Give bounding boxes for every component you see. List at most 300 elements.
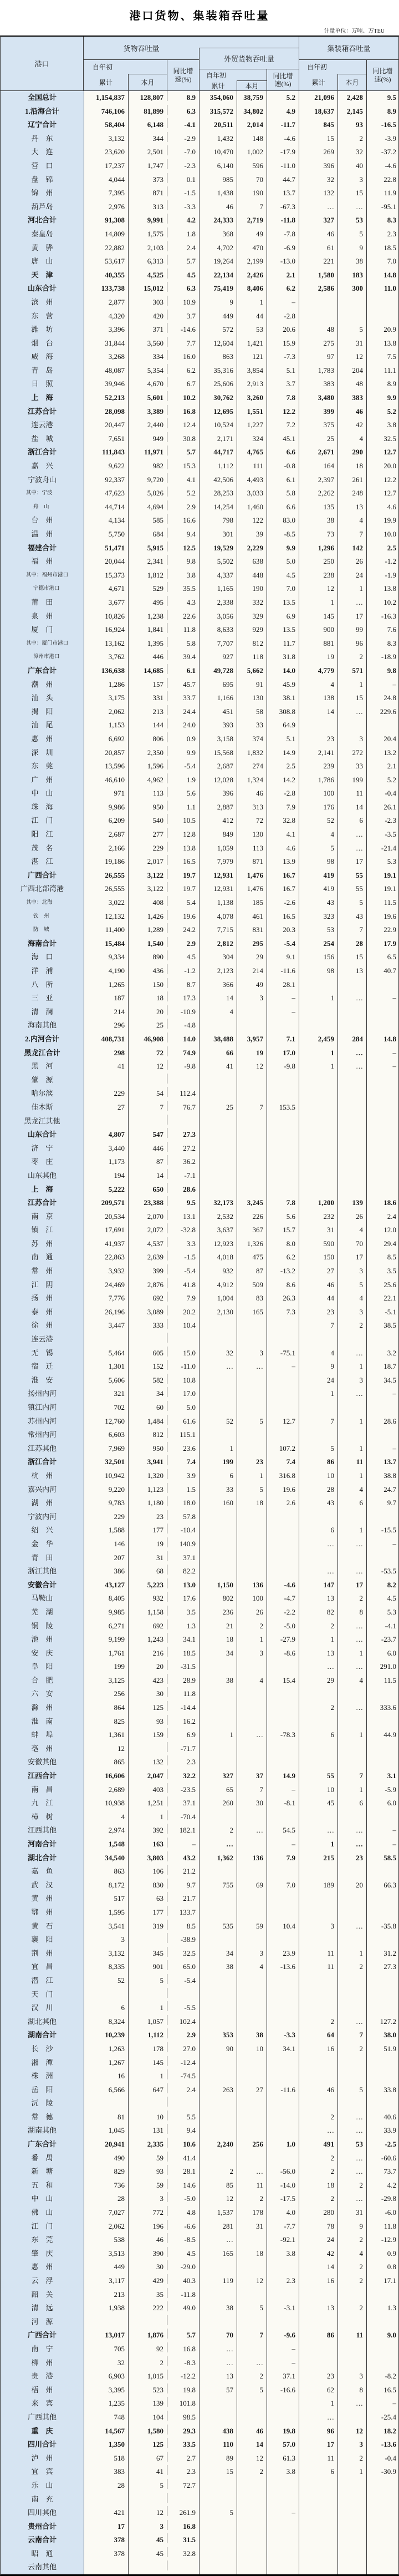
value-cell: 5.2 <box>167 487 199 497</box>
value-cell: 209,571 <box>84 1196 128 1210</box>
value-cell <box>366 1988 398 2002</box>
value-cell: 24 <box>337 569 366 583</box>
value-cell: 43 <box>299 1496 337 1510</box>
value-cell: 9.9 <box>267 541 299 555</box>
value-cell: 42 <box>299 2247 337 2261</box>
value-cell <box>337 1183 366 1197</box>
port-name: 盐 城 <box>1 432 84 446</box>
value-cell: … <box>299 200 337 214</box>
value-cell: 2 <box>337 2042 366 2056</box>
value-cell: 2.5 <box>267 760 299 773</box>
value-cell <box>337 2479 366 2493</box>
value-cell: -32.8 <box>167 1223 199 1233</box>
value-cell: … <box>337 1046 366 1060</box>
port-name: 烟 台 <box>1 337 84 351</box>
value-cell <box>237 1128 267 1142</box>
value-cell: 2,913 <box>237 377 267 391</box>
port-name: 云 浮 <box>1 2274 84 2288</box>
value-cell: 72 <box>128 1046 167 1060</box>
value-cell: 5,662 <box>237 664 267 678</box>
value-cell: 12 <box>128 2506 167 2520</box>
value-cell: 375 <box>299 418 337 432</box>
subheader-cargo-growth <box>167 60 199 90</box>
port-name: 长 沙 <box>1 2042 84 2056</box>
value-cell: 99 <box>337 623 366 637</box>
value-cell: 2.4 <box>167 2083 199 2093</box>
value-cell: 24,469 <box>84 1278 128 1292</box>
value-cell <box>237 2124 267 2138</box>
table-row <box>1 1401 398 1415</box>
port-name: 钦 州 <box>1 910 84 924</box>
value-cell: 11,971 <box>128 446 167 459</box>
value-cell: 133,738 <box>84 282 128 296</box>
value-cell: 9 <box>337 2220 366 2234</box>
value-cell: 49 <box>237 227 267 241</box>
port-name: 厦 门 <box>1 623 84 637</box>
port-name: 湖南其他 <box>1 2124 84 2138</box>
value-cell: 748 <box>84 2411 128 2425</box>
value-cell: 4.2 <box>167 214 199 224</box>
value-cell <box>267 1183 299 1197</box>
value-cell: -95.1 <box>366 200 398 214</box>
value-cell <box>299 2097 337 2111</box>
value-cell: 33 <box>237 718 267 732</box>
value-cell <box>199 1933 237 1947</box>
value-cell: 1,747 <box>128 159 167 173</box>
port-name: 锦 州 <box>1 186 84 200</box>
page-title: 港口货物、集装箱吞吐量 <box>129 10 270 22</box>
port-name: 江苏合计 <box>1 405 84 419</box>
value-cell <box>237 1974 267 1988</box>
value-cell <box>199 1865 237 1879</box>
port-name: 潜 江 <box>1 1974 84 1988</box>
value-cell: 6,313 <box>128 255 167 269</box>
value-cell: 20,941 <box>84 2138 128 2152</box>
table-row <box>1 1960 398 1974</box>
port-name: 梧 州 <box>1 2383 84 2397</box>
value-cell <box>128 2493 167 2507</box>
value-cell: 3 <box>84 1933 128 1947</box>
value-cell: 1,812 <box>128 569 167 583</box>
value-cell: 2 <box>337 1592 366 1606</box>
value-cell <box>299 1974 337 1988</box>
value-cell: 23 <box>299 2370 337 2383</box>
value-cell: 5 <box>337 896 366 910</box>
table-row <box>1 227 398 241</box>
value-cell: 927 <box>199 650 237 664</box>
value-cell <box>199 1142 237 1156</box>
value-cell: 6.5 <box>366 950 398 964</box>
port-name: 福 州 <box>1 555 84 569</box>
value-cell: 33.5 <box>167 2438 199 2448</box>
value-cell: -2.5 <box>366 2138 398 2152</box>
value-cell: 304 <box>199 950 237 964</box>
value-cell: -53.5 <box>366 1565 398 1578</box>
value-cell: 4,670 <box>128 377 167 391</box>
table-row <box>1 2247 398 2261</box>
value-cell: 4.2 <box>366 2179 398 2193</box>
value-cell: 8.7 <box>167 978 199 988</box>
table-row <box>1 1537 398 1551</box>
value-cell: 1,265 <box>84 978 128 992</box>
value-cell: 1,395 <box>128 637 167 651</box>
value-cell: 28.1 <box>167 2165 199 2175</box>
port-name: 佳木斯 <box>1 1101 84 1115</box>
value-cell: 26 <box>237 1606 267 1620</box>
value-cell: 2,887 <box>199 801 237 814</box>
port-name: 新 塘 <box>1 2165 84 2179</box>
value-cell: 3,932 <box>84 1264 128 1278</box>
value-cell: 19.1 <box>366 869 398 883</box>
value-cell: 54.5 <box>267 1824 299 1838</box>
port-name: 海南合计 <box>1 937 84 951</box>
value-cell <box>267 2001 299 2015</box>
value-cell: 1,243 <box>128 1633 167 1647</box>
value-cell: 3,125 <box>84 1674 128 1688</box>
value-cell <box>366 2288 398 2302</box>
port-name: 阜 阳 <box>1 1660 84 1674</box>
value-cell <box>237 1183 267 1197</box>
subheader-container-month: 本月 <box>337 74 366 90</box>
value-cell: 8.5 <box>167 1920 199 1930</box>
table-row <box>1 214 398 227</box>
value-cell: 165 <box>199 2247 237 2261</box>
value-cell: 229 <box>84 1087 128 1101</box>
table-row <box>1 2056 398 2070</box>
value-cell: … <box>299 1537 337 1551</box>
value-cell: 3,175 <box>84 691 128 705</box>
table-row <box>1 746 398 760</box>
value-cell: 5 <box>237 1415 267 1429</box>
value-cell: -23.5 <box>167 1783 199 1793</box>
value-cell: 136,638 <box>84 664 128 678</box>
value-cell: 132 <box>128 1755 167 1769</box>
value-cell: 6 <box>299 1524 337 1537</box>
value-cell: 145 <box>128 2056 167 2070</box>
port-name: 南 宁 <box>1 2342 84 2356</box>
value-cell <box>267 1524 299 1537</box>
value-cell: 383 <box>299 377 337 391</box>
value-cell: 11 <box>299 1947 337 1961</box>
value-cell: 12 <box>337 2425 366 2438</box>
table-row <box>1 105 398 119</box>
value-cell: 3,541 <box>84 1920 128 1934</box>
value-cell: 70 <box>199 2329 237 2342</box>
port-name: 湖 州 <box>1 1496 84 1510</box>
table-row <box>1 1906 398 1920</box>
table-row <box>1 337 398 351</box>
value-cell: -5.4 <box>267 937 299 951</box>
value-cell: 2,397 <box>299 473 337 487</box>
value-cell <box>237 2097 267 2111</box>
value-cell: 0.9 <box>366 2247 398 2261</box>
value-cell <box>199 1333 237 1347</box>
table-row <box>1 2233 398 2247</box>
value-cell: 2 <box>299 2152 337 2165</box>
table-row <box>1 132 398 146</box>
value-cell: 11 <box>299 1960 337 1974</box>
value-cell: 199 <box>84 1660 128 1674</box>
port-name: 镇 江 <box>1 1223 84 1237</box>
value-cell <box>199 2560 237 2574</box>
value-cell: 49.0 <box>167 2301 199 2311</box>
value-cell: -5.4 <box>167 760 199 770</box>
value-cell <box>237 2152 267 2165</box>
value-cell: 2,130 <box>199 1305 237 1319</box>
value-cell: 8.9 <box>366 105 398 119</box>
value-cell <box>299 2479 337 2493</box>
table-row <box>1 801 398 814</box>
value-cell: 3.8 <box>267 2247 299 2261</box>
value-cell <box>337 2547 366 2561</box>
value-cell: 46,610 <box>84 773 128 787</box>
value-cell <box>84 1333 128 1347</box>
value-cell: 6 <box>337 1496 366 1510</box>
value-cell: 3.9 <box>167 1469 199 1479</box>
value-cell: 9.9 <box>366 391 398 405</box>
group-header-cargo-throughput: 货物吞吐量 <box>84 37 199 60</box>
value-cell <box>267 2111 299 2124</box>
value-cell: 461 <box>237 910 267 924</box>
value-cell: 8.2 <box>366 1578 398 1592</box>
value-cell: 6,903 <box>84 2370 128 2383</box>
value-cell <box>199 1510 237 1524</box>
value-cell: 1,588 <box>84 1524 128 1537</box>
value-cell: 755 <box>199 1879 237 1892</box>
value-cell: 399 <box>128 1264 167 1278</box>
value-cell <box>237 1988 267 2002</box>
value-cell: -25.4 <box>366 2411 398 2425</box>
value-cell <box>237 2479 267 2493</box>
value-cell: 27.3 <box>167 1128 199 1138</box>
value-cell <box>199 1019 237 1033</box>
value-cell: 59 <box>128 2179 167 2193</box>
table-row <box>1 1142 398 1156</box>
value-cell: 100 <box>299 787 337 801</box>
value-cell <box>237 1933 267 1947</box>
value-cell: 30 <box>128 1687 167 1701</box>
value-cell: 5 <box>199 2506 237 2520</box>
value-cell: -6.0 <box>366 2206 398 2220</box>
value-cell: 1 <box>337 1360 366 1374</box>
value-cell: 62 <box>299 2383 337 2397</box>
value-cell: 82.2 <box>167 1565 199 1575</box>
value-cell: 24.7 <box>366 1483 398 1497</box>
value-cell: 2.9 <box>167 2028 199 2038</box>
value-cell <box>267 1333 299 1347</box>
value-cell: -3.3 <box>167 200 199 210</box>
value-cell: 396 <box>199 787 237 801</box>
value-cell <box>337 1892 366 1906</box>
value-cell: 32.5 <box>366 432 398 446</box>
value-cell: 5.2 <box>366 773 398 787</box>
value-cell: 14 <box>299 2260 337 2274</box>
value-cell: 38,759 <box>237 91 267 105</box>
value-cell: 33.7 <box>167 691 199 701</box>
table-row <box>1 2152 398 2165</box>
value-cell <box>267 1319 299 1333</box>
value-cell: 7.1 <box>267 1033 299 1046</box>
value-cell: 8.3 <box>366 637 398 651</box>
value-cell <box>299 978 337 992</box>
value-cell: 20 <box>128 1005 167 1019</box>
value-cell <box>299 2056 337 2070</box>
port-name: 河南合计 <box>1 1838 84 1851</box>
value-cell: 15,568 <box>199 746 237 760</box>
value-cell: 830 <box>128 1879 167 1892</box>
value-cell: 950 <box>128 801 167 814</box>
value-cell <box>237 2397 267 2411</box>
value-cell: 4,044 <box>84 173 128 187</box>
value-cell: 547 <box>128 1128 167 1142</box>
value-cell <box>199 1715 237 1729</box>
value-cell <box>337 2315 366 2329</box>
value-cell: 34 <box>199 1647 237 1661</box>
group-header-foreign-trade-cargo: 外贸货物吞吐量 <box>199 48 299 69</box>
value-cell: 1,173 <box>84 1155 128 1169</box>
port-name: 常州内河 <box>1 1428 84 1442</box>
value-cell: – <box>167 1838 199 1848</box>
table-row <box>1 773 398 787</box>
value-cell: 8.9 <box>167 91 199 101</box>
value-cell: 12,132 <box>84 910 128 924</box>
port-name: 舟 山 <box>1 500 84 514</box>
port-name: 云南合计 <box>1 2533 84 2547</box>
value-cell <box>299 1169 337 1183</box>
value-cell <box>237 1810 267 1824</box>
value-cell <box>167 2315 199 2325</box>
value-cell: 5 <box>237 1483 267 1497</box>
value-cell: 61.6 <box>167 1415 199 1425</box>
table-row <box>1 2001 398 2015</box>
value-cell: 16 <box>299 2274 337 2288</box>
value-cell: 2 <box>337 650 366 664</box>
value-cell <box>237 1142 267 1156</box>
port-name: 广 州 <box>1 773 84 787</box>
value-cell: 10,826 <box>84 610 128 624</box>
value-cell <box>337 1988 366 2002</box>
value-cell: -16.3 <box>366 610 398 624</box>
value-cell: 96 <box>337 637 366 651</box>
value-cell: 128,807 <box>128 91 167 105</box>
value-cell <box>267 2397 299 2411</box>
value-cell: 67 <box>128 2452 167 2466</box>
table-row <box>1 882 398 896</box>
table-row <box>1 1838 398 1851</box>
value-cell: 1,180 <box>128 1496 167 1510</box>
value-cell: 122 <box>237 514 267 528</box>
value-cell: -14.6 <box>167 323 199 333</box>
table-row <box>1 459 398 473</box>
value-cell: 125 <box>128 1701 167 1715</box>
value-cell: … <box>337 1565 366 1578</box>
value-cell: 7 <box>237 1783 267 1797</box>
table-row <box>1 200 398 214</box>
value-cell: 73 <box>299 528 337 541</box>
value-cell: -2.6 <box>267 896 299 910</box>
value-cell: 15.7 <box>267 1223 299 1237</box>
value-cell <box>199 2069 237 2083</box>
value-cell: 871 <box>237 855 267 869</box>
value-cell <box>237 2533 267 2547</box>
value-cell: 5 <box>128 1974 167 1988</box>
table-row <box>1 1783 398 1797</box>
value-cell <box>337 2069 366 2083</box>
value-cell: 24.0 <box>167 718 199 728</box>
value-cell: … <box>337 1838 366 1851</box>
value-cell: 3 <box>128 2520 167 2534</box>
value-cell: 26,555 <box>84 869 128 883</box>
value-cell: -5.5 <box>167 2001 199 2011</box>
value-cell: 798 <box>199 514 237 528</box>
table-row <box>1 1715 398 1729</box>
table-row <box>1 1510 398 1524</box>
value-cell: – <box>366 1387 398 1401</box>
value-cell: 53 <box>299 923 337 937</box>
value-cell: 446 <box>128 1142 167 1156</box>
value-cell: 5 <box>337 323 366 337</box>
value-cell: 97 <box>299 350 337 364</box>
value-cell: 412 <box>199 814 237 828</box>
value-cell: 929 <box>237 623 267 637</box>
value-cell <box>337 1742 366 1756</box>
table-row <box>1 2138 398 2152</box>
value-cell <box>267 1933 299 1947</box>
port-name: 徐 州 <box>1 1319 84 1333</box>
value-cell: 46 <box>299 1278 337 1292</box>
value-cell: – <box>366 1046 398 1060</box>
value-cell <box>337 1715 366 1729</box>
value-cell <box>337 1101 366 1115</box>
value-cell: 863 <box>199 350 237 364</box>
value-cell: 4,912 <box>199 1278 237 1292</box>
port-name: 马鞍山 <box>1 1592 84 1606</box>
value-cell: 49,728 <box>199 664 237 678</box>
value-cell: 2,976 <box>84 200 128 214</box>
value-cell: 2,145 <box>337 105 366 119</box>
value-cell: 190 <box>237 186 267 200</box>
value-cell: 101.8 <box>167 2397 199 2407</box>
table-row <box>1 1524 398 1537</box>
value-cell: 2,017 <box>128 855 167 869</box>
value-cell: – <box>366 991 398 1005</box>
value-cell: -3.1 <box>267 2301 299 2315</box>
value-cell: 8.6 <box>267 1278 299 1292</box>
value-cell: 46,908 <box>128 1033 167 1046</box>
table-row <box>1 732 398 746</box>
value-cell: -21.4 <box>366 842 398 856</box>
table-row <box>1 828 398 842</box>
port-name: 蚌 埠 <box>1 1728 84 1742</box>
value-cell: 6.2 <box>267 282 299 296</box>
value-cell: 3.8 <box>267 2465 299 2479</box>
value-cell: 9,991 <box>128 214 167 227</box>
value-cell: 22,863 <box>84 1251 128 1264</box>
port-name: 南 充 <box>1 2493 84 2507</box>
value-cell: 190 <box>237 582 267 596</box>
value-cell: 15 <box>199 2465 237 2479</box>
value-cell: 1 <box>237 1469 267 1483</box>
value-cell: 24.4 <box>167 705 199 715</box>
value-cell: 3.5 <box>167 1606 199 1616</box>
value-cell: 13,017 <box>84 2329 128 2342</box>
value-cell: -56.0 <box>267 2165 299 2179</box>
value-cell: 10.0 <box>366 528 398 541</box>
value-cell <box>199 1428 237 1442</box>
subheader-container-cumulative: 累计 <box>299 74 337 90</box>
value-cell: 52 <box>199 1415 237 1429</box>
value-cell: 5.1 <box>267 364 299 378</box>
